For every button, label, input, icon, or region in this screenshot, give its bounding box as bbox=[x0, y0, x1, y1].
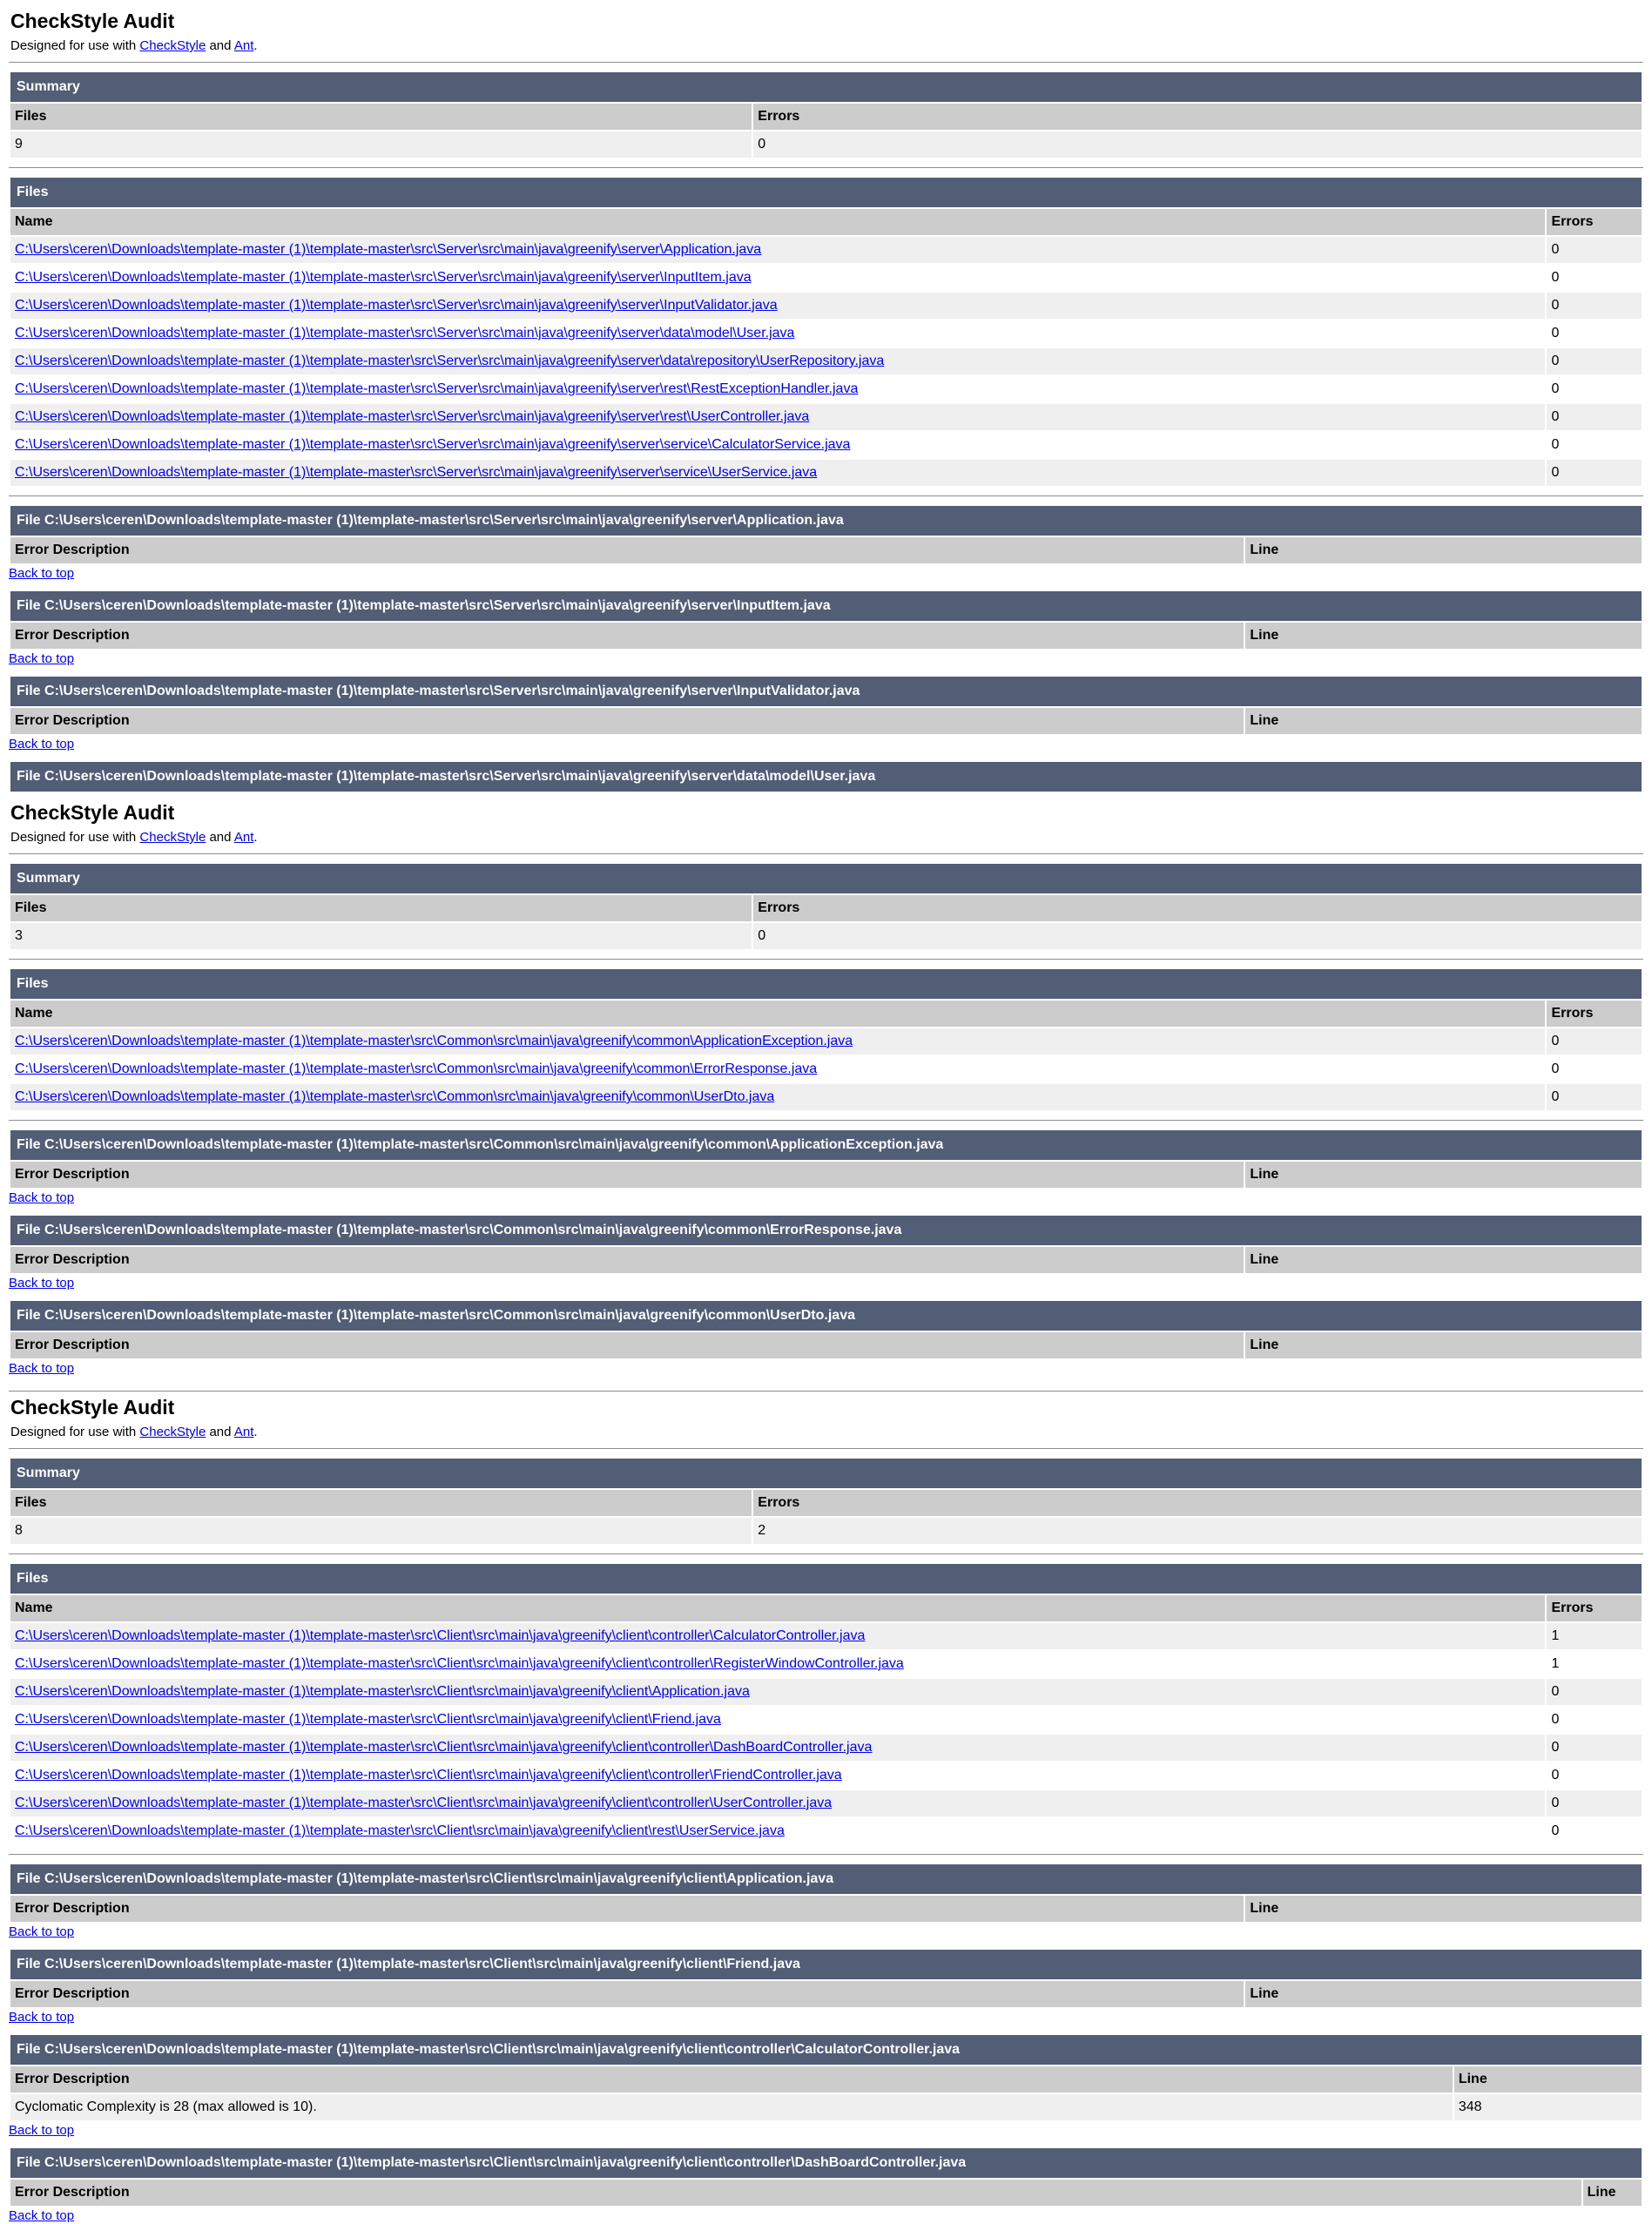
file-errors-value: 0 bbox=[1547, 1762, 1642, 1789]
file-link[interactable]: C:\Users\ceren\Downloads\template-master (1)\template-master\src\Client\src\main\java\greenify\client\controller\FriendController.java bbox=[15, 1768, 842, 1783]
file-row bbox=[10, 1056, 1642, 1082]
file-row bbox=[10, 376, 1642, 402]
report-section bbox=[9, 9, 1643, 792]
error-header-row bbox=[10, 2066, 1642, 2093]
file-row bbox=[10, 1818, 1642, 1844]
file-path: C:\Users\ceren\Downloads\template-master (1)\template-master\src\Common\src\main\java\greenify\common\UserDto.java bbox=[44, 1308, 855, 1323]
file-row bbox=[10, 1623, 1642, 1649]
ant-link[interactable]: Ant bbox=[233, 1425, 254, 1439]
file-errors-value: 0 bbox=[1547, 237, 1642, 263]
summary-heading-bar: Summary bbox=[10, 1459, 1642, 1488]
file-row bbox=[10, 1679, 1642, 1705]
file-errors-value: 0 bbox=[1547, 265, 1642, 291]
subtitle-text: . bbox=[253, 38, 258, 53]
file-name-cell bbox=[10, 1818, 1545, 1844]
file-errors-value: 1 bbox=[1547, 1651, 1642, 1677]
error-description-header: Error Description bbox=[10, 537, 1244, 563]
error-description-header: Error Description bbox=[10, 623, 1244, 649]
files-header-row bbox=[10, 1001, 1642, 1027]
back-to-top-link[interactable]: Back to top bbox=[9, 737, 75, 751]
file-detail-section bbox=[9, 591, 1643, 667]
file-link[interactable]: C:\Users\ceren\Downloads\template-master (1)\template-master\src\Client\src\main\java\greenify\client\Friend.java bbox=[15, 1712, 721, 1727]
file-row bbox=[10, 1707, 1642, 1733]
line-header: Line bbox=[1245, 1332, 1642, 1358]
file-link[interactable]: C:\Users\ceren\Downloads\template-master (1)\template-master\src\Server\src\main\java\greenify\server\InputItem.java bbox=[15, 270, 752, 285]
file-name-cell bbox=[10, 1762, 1545, 1789]
subtitle-text: and bbox=[206, 1425, 234, 1439]
file-path: C:\Users\ceren\Downloads\template-master (1)\template-master\src\Server\src\main\java\greenify\server\InputValidator.java bbox=[44, 684, 860, 698]
file-row bbox=[10, 1028, 1642, 1055]
file-row bbox=[10, 265, 1642, 291]
file-link[interactable]: C:\Users\ceren\Downloads\template-master (1)\template-master\src\Server\src\main\java\greenify\server\data\repository\UserRepository.java bbox=[15, 354, 885, 368]
summary-heading-bar: Summary bbox=[10, 864, 1642, 893]
summary-header-row bbox=[10, 104, 1642, 130]
files-name-header: Name bbox=[10, 209, 1545, 235]
file-row bbox=[10, 404, 1642, 430]
report-section bbox=[9, 800, 1643, 1377]
file-row bbox=[10, 1790, 1642, 1816]
summary-files-value: 8 bbox=[10, 1518, 752, 1544]
error-table bbox=[9, 1979, 1643, 2009]
file-link[interactable]: C:\Users\ceren\Downloads\template-master (1)\template-master\src\Client\src\main\java\greenify\client\Application.java bbox=[15, 1684, 750, 1699]
error-table bbox=[9, 1331, 1643, 1360]
file-row bbox=[10, 460, 1642, 486]
file-link[interactable]: C:\Users\ceren\Downloads\template-master (1)\template-master\src\Server\src\main\java\greenify\server\rest\RestExceptionHandler.java bbox=[15, 381, 859, 396]
error-description-header: Error Description bbox=[10, 2066, 1453, 2093]
file-link[interactable]: C:\Users\ceren\Downloads\template-master (1)\template-master\src\Server\src\main\java\greenify\server\rest\UserController.java bbox=[15, 409, 810, 424]
horizontal-rule bbox=[9, 495, 1643, 496]
files-header-row bbox=[10, 1595, 1642, 1621]
file-detail-section bbox=[9, 1216, 1643, 1291]
summary-files-value: 3 bbox=[10, 923, 752, 949]
error-description-header: Error Description bbox=[10, 1332, 1244, 1358]
line-header: Line bbox=[1454, 2066, 1642, 2093]
horizontal-rule bbox=[9, 853, 1643, 854]
files-heading-bar: Files bbox=[10, 178, 1642, 207]
error-row bbox=[10, 2094, 1642, 2120]
summary-value-row bbox=[10, 1518, 1642, 1544]
file-errors-value: 0 bbox=[1547, 1679, 1642, 1705]
file-name-cell bbox=[10, 1028, 1545, 1055]
checkstyle-link[interactable]: CheckStyle bbox=[139, 38, 206, 53]
file-detail-sections bbox=[9, 506, 1643, 792]
file-name-cell bbox=[10, 1735, 1545, 1761]
line-header: Line bbox=[1245, 708, 1642, 734]
error-header-row bbox=[10, 1981, 1642, 2007]
file-detail-section bbox=[9, 1950, 1643, 2025]
back-to-top-link[interactable]: Back to top bbox=[9, 566, 75, 581]
file-row bbox=[10, 1651, 1642, 1677]
back-to-top-link[interactable]: Back to top bbox=[9, 651, 75, 666]
file-name-cell bbox=[10, 376, 1545, 402]
file-name-cell bbox=[10, 1790, 1545, 1816]
error-header-row bbox=[10, 1896, 1642, 1922]
error-table bbox=[9, 2065, 1643, 2122]
file-link[interactable]: C:\Users\ceren\Downloads\template-master (1)\template-master\src\Server\src\main\java\greenify\server\service\CalculatorService.java bbox=[15, 437, 851, 452]
file-detail-section bbox=[9, 2035, 1643, 2139]
file-link[interactable]: C:\Users\ceren\Downloads\template-master (1)\template-master\src\Server\src\main\java\greenify\server\InputValidator.java bbox=[15, 298, 778, 313]
summary-table bbox=[9, 893, 1643, 951]
error-table bbox=[9, 1245, 1643, 1275]
subtitle-text: Designed for use with bbox=[10, 1425, 140, 1439]
file-row bbox=[10, 293, 1642, 319]
summary-files-value: 9 bbox=[10, 131, 752, 158]
file-heading-bar bbox=[10, 1950, 1642, 1979]
line-header: Line bbox=[1245, 1896, 1642, 1922]
file-name-cell bbox=[10, 320, 1545, 347]
file-row bbox=[10, 432, 1642, 458]
summary-value-row bbox=[10, 923, 1642, 949]
file-errors-value: 0 bbox=[1547, 460, 1642, 486]
file-path: C:\Users\ceren\Downloads\template-master (1)\template-master\src\Client\src\main\java\greenify\client\Friend.java bbox=[44, 1957, 800, 1971]
back-to-top-link[interactable]: Back to top bbox=[9, 1276, 75, 1291]
ant-link[interactable]: Ant bbox=[233, 38, 254, 53]
file-errors-value: 0 bbox=[1547, 1790, 1642, 1816]
file-detail-sections bbox=[9, 1864, 1643, 2224]
file-name-cell bbox=[10, 348, 1545, 374]
file-row bbox=[10, 348, 1642, 374]
file-errors-value: 0 bbox=[1547, 432, 1642, 458]
file-heading-prefix: File bbox=[17, 1137, 45, 1152]
files-errors-header: Errors bbox=[1547, 1001, 1642, 1027]
back-to-top-link[interactable]: Back to top bbox=[9, 2010, 75, 2025]
report-title: CheckStyle Audit bbox=[10, 801, 175, 824]
file-errors-value: 0 bbox=[1547, 320, 1642, 347]
file-detail-section bbox=[9, 2148, 1643, 2224]
error-header-row bbox=[10, 1247, 1642, 1273]
summary-header-row bbox=[10, 1490, 1642, 1516]
report-subtitle bbox=[10, 37, 1643, 54]
file-heading-bar bbox=[10, 506, 1642, 536]
file-heading-prefix: File bbox=[17, 1871, 45, 1886]
file-heading-bar bbox=[10, 677, 1642, 706]
file-name-cell bbox=[10, 265, 1545, 291]
file-heading-prefix: File bbox=[17, 2155, 45, 2170]
file-detail-section bbox=[9, 762, 1643, 792]
file-link[interactable]: C:\Users\ceren\Downloads\template-master (1)\template-master\src\Server\src\main\java\greenify\server\data\model\User.java bbox=[15, 326, 795, 340]
report-subtitle bbox=[10, 1424, 1643, 1440]
file-heading-prefix: File bbox=[17, 2042, 45, 2057]
files-table bbox=[9, 1594, 1643, 1846]
ant-link[interactable]: Ant bbox=[233, 830, 254, 845]
line-header: Line bbox=[1245, 1981, 1642, 2007]
file-link[interactable]: C:\Users\ceren\Downloads\template-master (1)\template-master\src\Server\src\main\java\greenify\server\Application.java bbox=[15, 242, 762, 257]
file-link[interactable]: C:\Users\ceren\Downloads\template-master (1)\template-master\src\Client\src\main\java\greenify\client\controller\CalculatorController.java bbox=[15, 1628, 866, 1643]
horizontal-rule bbox=[9, 1854, 1643, 1855]
file-path: C:\Users\ceren\Downloads\template-master (1)\template-master\src\Common\src\main\java\greenify\common\ApplicationException.java bbox=[44, 1137, 944, 1152]
file-errors-value: 0 bbox=[1547, 404, 1642, 430]
horizontal-rule bbox=[9, 1120, 1643, 1121]
summary-errors-value: 2 bbox=[753, 1518, 1642, 1544]
file-name-cell bbox=[10, 460, 1545, 486]
file-path: C:\Users\ceren\Downloads\template-master (1)\template-master\src\Server\src\main\java\greenify\server\Application.java bbox=[44, 513, 844, 528]
line-header: Line bbox=[1583, 2180, 1642, 2206]
error-table bbox=[9, 1894, 1643, 1924]
file-errors-value: 1 bbox=[1547, 1623, 1642, 1649]
line-header: Line bbox=[1245, 537, 1642, 563]
file-name-cell bbox=[10, 1623, 1545, 1649]
file-errors-value: 0 bbox=[1547, 1735, 1642, 1761]
file-errors-value: 0 bbox=[1547, 1028, 1642, 1055]
error-line-value: 348 bbox=[1454, 2094, 1642, 2120]
file-heading-prefix: File bbox=[17, 769, 45, 784]
subtitle-text: Designed for use with bbox=[10, 38, 140, 53]
subtitle-text: and bbox=[206, 830, 234, 845]
error-header-row bbox=[10, 1332, 1642, 1358]
summary-errors-value: 0 bbox=[753, 131, 1642, 158]
horizontal-rule bbox=[9, 1448, 1643, 1449]
file-errors-value: 0 bbox=[1547, 1707, 1642, 1733]
summary-files-header: Files bbox=[10, 104, 752, 130]
file-detail-section bbox=[9, 677, 1643, 752]
file-row bbox=[10, 1084, 1642, 1110]
report-title: CheckStyle Audit bbox=[10, 1396, 175, 1419]
checkstyle-link[interactable]: CheckStyle bbox=[139, 1425, 206, 1439]
horizontal-rule bbox=[9, 959, 1643, 960]
horizontal-rule bbox=[9, 62, 1643, 63]
error-table bbox=[9, 706, 1643, 736]
error-header-row bbox=[10, 623, 1642, 649]
file-errors-value: 0 bbox=[1547, 1818, 1642, 1844]
files-header-row bbox=[10, 209, 1642, 235]
files-table bbox=[9, 207, 1643, 488]
line-header: Line bbox=[1245, 1162, 1642, 1188]
file-path: C:\Users\ceren\Downloads\template-master (1)\template-master\src\Client\src\main\java\greenify\client\Application.java bbox=[44, 1871, 834, 1886]
file-link[interactable]: C:\Users\ceren\Downloads\template-master (1)\template-master\src\Common\src\main\java\greenify\common\UserDto.java bbox=[15, 1089, 775, 1104]
summary-table bbox=[9, 1488, 1643, 1546]
file-name-cell bbox=[10, 1679, 1545, 1705]
file-detail-sections bbox=[9, 1130, 1643, 1377]
error-table bbox=[9, 621, 1643, 650]
summary-table bbox=[9, 102, 1643, 159]
file-name-cell bbox=[10, 293, 1545, 319]
horizontal-rule bbox=[9, 167, 1643, 168]
checkstyle-audit-page bbox=[9, 9, 1643, 2224]
report-subtitle bbox=[10, 829, 1643, 846]
file-name-cell bbox=[10, 1056, 1545, 1082]
file-heading-bar bbox=[10, 2035, 1642, 2065]
file-heading-bar bbox=[10, 1130, 1642, 1160]
subtitle-text: . bbox=[253, 830, 258, 845]
error-description-header: Error Description bbox=[10, 1981, 1244, 2007]
file-name-cell bbox=[10, 432, 1545, 458]
file-link[interactable]: C:\Users\ceren\Downloads\template-master (1)\template-master\src\Client\src\main\java\greenify\client\controller\RegisterWindowController.java bbox=[15, 1656, 904, 1671]
file-heading-prefix: File bbox=[17, 598, 45, 613]
file-name-cell bbox=[10, 404, 1545, 430]
file-path: C:\Users\ceren\Downloads\template-master (1)\template-master\src\Client\src\main\java\greenify\client\controller\CalculatorController.java bbox=[44, 2042, 961, 2057]
file-path: C:\Users\ceren\Downloads\template-master (1)\template-master\src\Client\src\main\java\greenify\client\controller\DashBoardController.java bbox=[44, 2155, 967, 2170]
file-heading-prefix: File bbox=[17, 1223, 45, 1237]
file-name-cell bbox=[10, 1651, 1545, 1677]
file-heading-prefix: File bbox=[17, 513, 45, 528]
back-to-top-link[interactable]: Back to top bbox=[9, 2208, 75, 2223]
file-errors-value: 0 bbox=[1547, 293, 1642, 319]
error-description-header: Error Description bbox=[10, 1247, 1244, 1273]
file-link[interactable]: C:\Users\ceren\Downloads\template-master (1)\template-master\src\Server\src\main\java\greenify\server\service\UserService.java bbox=[15, 465, 818, 480]
file-heading-prefix: File bbox=[17, 684, 45, 698]
back-to-top-link[interactable]: Back to top bbox=[9, 1190, 75, 1205]
file-link[interactable]: C:\Users\ceren\Downloads\template-master (1)\template-master\src\Client\src\main\java\greenify\client\controller\UserController.java bbox=[15, 1796, 833, 1810]
file-detail-section bbox=[9, 1864, 1643, 1940]
file-link[interactable]: C:\Users\ceren\Downloads\template-master (1)\template-master\src\Common\src\main\java\greenify\common\ErrorResponse.java bbox=[15, 1061, 818, 1076]
horizontal-rule bbox=[9, 1553, 1643, 1554]
error-description-header: Error Description bbox=[10, 1162, 1244, 1188]
error-header-row bbox=[10, 708, 1642, 734]
file-heading-bar bbox=[10, 2148, 1642, 2178]
file-link[interactable]: C:\Users\ceren\Downloads\template-master (1)\template-master\src\Client\src\main\java\greenify\client\controller\DashBoardController.java bbox=[15, 1740, 873, 1755]
summary-errors-header: Errors bbox=[753, 1490, 1642, 1516]
file-heading-prefix: File bbox=[17, 1957, 45, 1971]
file-detail-section bbox=[9, 506, 1643, 582]
subtitle-text: . bbox=[253, 1425, 258, 1439]
file-heading-bar bbox=[10, 1216, 1642, 1245]
file-errors-value: 0 bbox=[1547, 1084, 1642, 1110]
file-errors-value: 0 bbox=[1547, 348, 1642, 374]
report-title: CheckStyle Audit bbox=[10, 10, 175, 32]
report-section bbox=[9, 1395, 1643, 2224]
file-heading-prefix: File bbox=[17, 1308, 45, 1323]
summary-errors-header: Errors bbox=[753, 895, 1642, 921]
file-row bbox=[10, 1762, 1642, 1789]
checkstyle-link[interactable]: CheckStyle bbox=[139, 830, 206, 845]
error-description-value: Cyclomatic Complexity is 28 (max allowed is 10). bbox=[10, 2094, 1453, 2120]
files-table bbox=[9, 999, 1643, 1112]
file-link[interactable]: C:\Users\ceren\Downloads\template-master (1)\template-master\src\Client\src\main\java\greenify\client\rest\UserService.java bbox=[15, 1823, 785, 1838]
line-header: Line bbox=[1245, 1247, 1642, 1273]
error-table bbox=[9, 536, 1643, 565]
file-errors-value: 0 bbox=[1547, 376, 1642, 402]
subtitle-text: Designed for use with bbox=[10, 830, 140, 845]
file-row bbox=[10, 320, 1642, 347]
file-link[interactable]: C:\Users\ceren\Downloads\template-master (1)\template-master\src\Common\src\main\java\greenify\common\ApplicationException.java bbox=[15, 1034, 853, 1048]
files-errors-header: Errors bbox=[1547, 1595, 1642, 1621]
error-header-row bbox=[10, 1162, 1642, 1188]
file-detail-section bbox=[9, 1130, 1643, 1206]
file-detail-section bbox=[9, 1301, 1643, 1377]
files-name-header: Name bbox=[10, 1595, 1545, 1621]
file-path: C:\Users\ceren\Downloads\template-master (1)\template-master\src\Server\src\main\java\greenify\server\InputItem.java bbox=[44, 598, 831, 613]
error-header-row bbox=[10, 2180, 1642, 2206]
file-heading-bar bbox=[10, 762, 1642, 792]
file-heading-bar bbox=[10, 1864, 1642, 1894]
summary-errors-value: 0 bbox=[753, 923, 1642, 949]
summary-errors-header: Errors bbox=[753, 104, 1642, 130]
summary-files-header: Files bbox=[10, 1490, 752, 1516]
file-heading-bar bbox=[10, 1301, 1642, 1331]
file-errors-value: 0 bbox=[1547, 1056, 1642, 1082]
file-row bbox=[10, 1735, 1642, 1761]
error-table bbox=[9, 2178, 1643, 2207]
back-to-top-link[interactable]: Back to top bbox=[9, 1924, 75, 1939]
back-to-top-link[interactable]: Back to top bbox=[9, 2123, 75, 2138]
files-errors-header: Errors bbox=[1547, 209, 1642, 235]
file-heading-bar bbox=[10, 591, 1642, 621]
file-name-cell bbox=[10, 1084, 1545, 1110]
error-table bbox=[9, 1160, 1643, 1190]
back-to-top-link[interactable]: Back to top bbox=[9, 1361, 75, 1376]
summary-heading-bar: Summary bbox=[10, 72, 1642, 102]
summary-header-row bbox=[10, 895, 1642, 921]
file-name-cell bbox=[10, 237, 1545, 263]
error-description-header: Error Description bbox=[10, 1896, 1244, 1922]
error-header-row bbox=[10, 537, 1642, 563]
files-heading-bar: Files bbox=[10, 969, 1642, 999]
file-name-cell bbox=[10, 1707, 1545, 1733]
subtitle-text: and bbox=[206, 38, 234, 53]
file-row bbox=[10, 237, 1642, 263]
files-heading-bar: Files bbox=[10, 1564, 1642, 1594]
file-path: C:\Users\ceren\Downloads\template-master (1)\template-master\src\Server\src\main\java\greenify\server\data\model\User.java bbox=[44, 769, 876, 784]
line-header: Line bbox=[1245, 623, 1642, 649]
file-path: C:\Users\ceren\Downloads\template-master (1)\template-master\src\Common\src\main\java\greenify\common\ErrorResponse.java bbox=[44, 1223, 902, 1237]
error-description-header: Error Description bbox=[10, 2180, 1581, 2206]
summary-files-header: Files bbox=[10, 895, 752, 921]
horizontal-rule bbox=[9, 1391, 1643, 1392]
files-name-header: Name bbox=[10, 1001, 1545, 1027]
error-description-header: Error Description bbox=[10, 708, 1244, 734]
summary-value-row bbox=[10, 131, 1642, 158]
